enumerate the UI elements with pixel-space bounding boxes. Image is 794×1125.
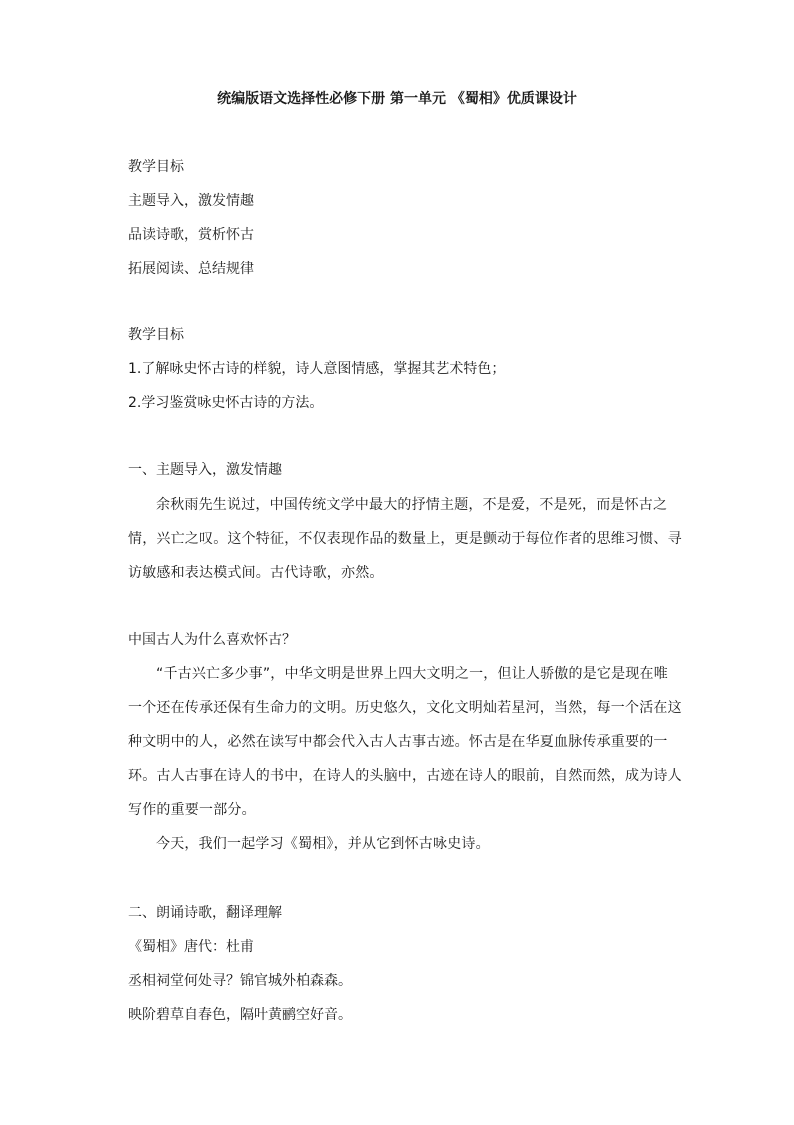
goal-item: 拓展阅读、总结规律 bbox=[128, 261, 254, 277]
paragraph: 余秋雨先生说过，中国传统文学中最大的抒情主题，不是爱，不是死，而是怀古之情，兴亡之叹。这个特征，不仅表现作品的数量上，更是颤动于每位作者的思维习惯、寻访敏感和表达模式间。古代诗歌，亦然。 bbox=[128, 497, 682, 581]
teaching-goals-section bbox=[128, 150, 668, 286]
part-three-section bbox=[128, 896, 668, 1032]
paragraph: 今天，我们一起学习《蜀相》，并从它到怀古咏史诗。 bbox=[156, 836, 490, 852]
part-heading: 二、朗诵诗歌，翻译理解 bbox=[128, 905, 282, 921]
goal-item: 主题导入，激发情趣 bbox=[128, 193, 254, 209]
part-two-question-block bbox=[128, 623, 668, 657]
part-heading: 一、主题导入，激发情趣 bbox=[128, 462, 282, 478]
question-heading: 中国古人为什么喜欢怀古？ bbox=[128, 632, 296, 648]
objective-item: 1.了解咏史怀古诗的样貌，诗人意图情感，掌握其艺术特色； bbox=[128, 361, 506, 377]
teaching-objectives-section bbox=[128, 318, 668, 420]
section-heading: 教学目标 bbox=[128, 159, 184, 175]
goal-item: 品读诗歌，赏析怀古 bbox=[128, 227, 254, 243]
part-two-body bbox=[128, 657, 682, 861]
poem-title: 《蜀相》唐代：杜甫 bbox=[128, 939, 254, 955]
poem-line: 丞相祠堂何处寻？锦官城外柏森森。 bbox=[128, 973, 352, 989]
poem-line: 映阶碧草自春色，隔叶黄鹂空好音。 bbox=[128, 1007, 352, 1023]
document-title: 统编版语文选择性必修下册 第一单元 《蜀相》优质课设计 bbox=[217, 91, 577, 107]
paragraph: “千古兴亡多少事”，中华文明是世界上四大文明之一，但让人骄傲的是它是现在唯一个还在传承还保有生命力的文明。历史悠久，文化文明灿若星河，当然，每一个活在这种文明中的人，必然在读写中都会代入古人古事古迹。怀古是在华夏血脉传承重要的一环。古人古事在诗人的书中，在诗人的头脑中，古迹在诗人的眼前，自然而然，成为诗人写作的重要一部分。 bbox=[128, 666, 682, 818]
objective-item: 2.学习鉴赏咏史怀古诗的方法。 bbox=[128, 395, 324, 411]
section-heading: 教学目标 bbox=[128, 327, 184, 343]
part-one-body bbox=[128, 488, 682, 590]
part-one-heading-block bbox=[128, 453, 668, 487]
